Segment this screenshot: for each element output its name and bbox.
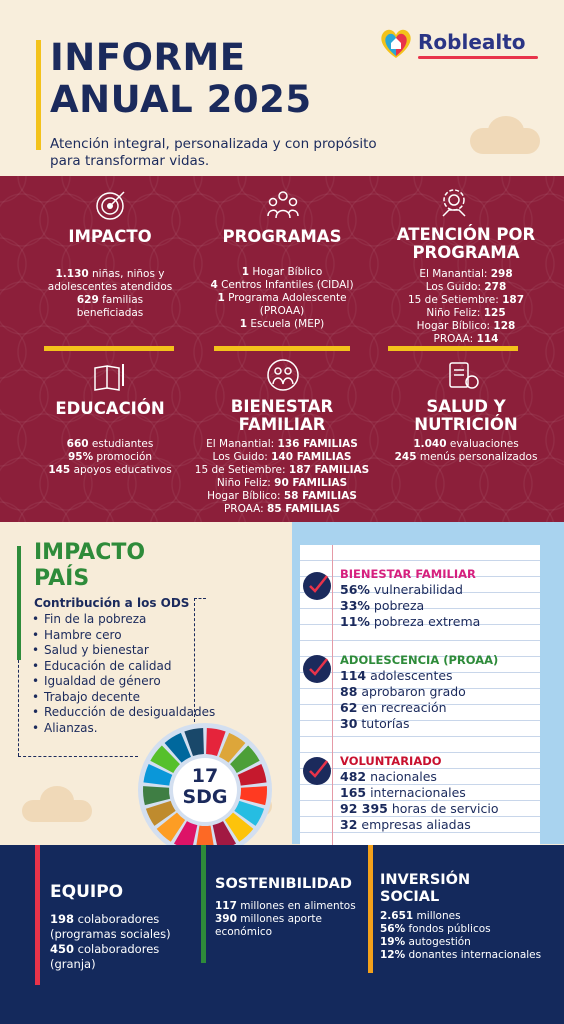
ods-item: • Hambre cero [30,628,215,644]
checkmark-icon [303,572,331,600]
ods-item: • Reducción de desigualdades [30,705,215,721]
atencion-item: PROAA: 114 [433,333,499,345]
programas-list [194,266,370,331]
equipo-item: (granja) [50,957,96,971]
programa-item: 1 Hogar Bíblico [241,266,323,278]
equipo-accent-bar [35,845,40,985]
report-title: INFORME [50,36,246,79]
educacion-heading: EDUCACIÓN [55,399,165,418]
atencion-item: El Manantial: 298 [419,268,513,280]
bienestar-familiar-item: 33% pobreza [340,598,425,613]
bienestar-heading: BIENESTAR FAMILIAR [230,397,334,434]
bienestar-item: Niño Feliz: 90 FAMILIAS [216,477,348,489]
notebook-rule-line [300,752,540,753]
ods-item: • Igualdad de género [30,674,215,690]
educacion-item: 660 estudiantes [66,438,154,450]
bienestar-familiar-list [340,582,480,630]
adolescencia-item: 88 aprobaron grado [340,684,466,699]
logo-underline [418,56,538,59]
bienestar-list [192,438,372,516]
adolescencia-heading: ADOLESCENCIA (PROAA) [340,653,499,667]
salud-list [376,438,556,464]
impacto-text: 1.130 niñas, niños y adolescentes atendidos 629 familias beneficiadas [47,268,173,319]
adolescencia-list [340,668,466,732]
sdg-number: 17 [191,765,219,787]
inversion-accent-bar [368,845,373,973]
book-icon [92,360,126,394]
ods-item: • Alianzas. [30,721,215,737]
pattern-circle [106,502,158,522]
notebook-rule-line [300,640,540,641]
atencion-item: 15 de Setiembre: 187 [407,294,525,306]
sdg-label: SDG [182,786,228,808]
equipo-heading: EQUIPO [50,882,124,902]
educacion-item: 95% promoción [67,451,153,463]
impacto-pais-heading: IMPACTO [34,540,146,565]
voluntariado-item: 482 nacionales [340,769,437,784]
voluntariado-item: 92 395 horas de servicio [340,801,499,816]
pattern-circle [458,502,510,522]
group-people-icon [266,188,300,222]
voluntariado-list [340,769,498,833]
bienestar-item: Hogar Bíblico: 58 FAMILIAS [207,490,357,502]
section-divider [44,346,174,351]
pattern-circle [546,176,564,202]
section-divider [388,346,518,351]
adolescencia-item: 114 adolescentes [340,668,453,683]
programa-item: 1 Escuela (MEP) [239,318,325,330]
cloud-decoration [488,116,524,146]
dashed-connector [194,598,206,599]
cloud-decoration [40,786,74,816]
programa-item: (PROAA) [259,305,305,317]
sostenibilidad-item: económico [215,926,273,938]
programas-heading: PROGRAMAS [222,227,342,246]
dashed-connector [18,756,138,757]
adolescencia-item: 30 tutorías [340,716,410,731]
inversion-item: 19% autogestión [380,936,471,948]
bienestar-item: El Manantial: 136 FAMILIAS [206,438,358,450]
impacto-pais-heading-line2: PAÍS [34,566,90,591]
atencion-heading: ATENCIÓN POR PROGRAMA [396,225,536,262]
atencion-item: Hogar Bíblico: 128 [416,320,516,332]
adolescencia-item: 62 en recreación [340,700,447,715]
bienestar-item: PROAA: 85 FAMILIAS [223,503,341,515]
checkmark-icon [303,655,331,683]
title-accent-bar [36,40,41,150]
section-divider [214,346,350,351]
pattern-circle [18,502,70,522]
sostenibilidad-accent-bar [201,845,206,963]
inversion-item: 2.651 millones [380,910,461,922]
pattern-circle [414,502,466,522]
equipo-item: 198 colaboradores [50,912,160,926]
atencion-list [384,268,548,346]
pattern-circle [370,502,422,522]
programa-item: 1 Programa Adolescente [217,292,347,304]
pattern-circle [502,502,554,522]
report-title-year: ANUAL 2025 [50,78,312,121]
ods-item: • Fin de la pobreza [30,612,215,628]
checkmark-icon [303,757,331,785]
sostenibilidad-item: 117 millones en alimentos [215,900,356,912]
bienestar-familiar-item: 11% pobreza extrema [340,614,481,629]
inversion-list [380,910,541,962]
educacion-item: 145 apoyos educativos [48,464,172,476]
ods-item: • Trabajo decente [30,690,215,706]
impacto-heading: IMPACTO [68,227,152,246]
voluntariado-item: 32 empresas aliadas [340,817,471,832]
bienestar-item: 15 de Setiembre: 187 FAMILIAS [194,464,370,476]
equipo-list [50,912,171,972]
bienestar-familiar-item: 56% vulnerabilidad [340,582,463,597]
dashed-connector [18,660,19,756]
impacto-pais-accent-bar [17,546,21,660]
notebook-margin-line [332,545,333,845]
programa-item: 4 Centros Infantiles (CIDAI) [210,279,354,291]
bienestar-familiar-heading: BIENESTAR FAMILIAR [340,567,476,581]
educacion-list [30,438,190,477]
atencion-item: Niño Feliz: 125 [426,307,506,319]
voluntariado-item: 165 internacionales [340,785,466,800]
pattern-circle [0,502,26,522]
salud-item: 245 menús personalizados [394,451,538,463]
inversion-item: 12% donantes internacionales [380,949,542,961]
target-icon [94,188,128,222]
inversion-heading: INVERSIÓN SOCIAL [380,872,471,905]
salud-heading: SALUD Y NUTRICIÓN [414,397,518,434]
notebook-rule-line [300,736,540,737]
ods-subtitle: Contribución a los ODS [34,596,190,610]
ods-item: • Educación de calidad [30,659,215,675]
inversion-item: 56% fondos públicos [380,923,491,935]
ods-list [30,612,215,736]
salud-item: 1.040 evaluaciones [413,438,519,450]
bienestar-item: Los Guido: 140 FAMILIAS [212,451,352,463]
notebook-rule-line [300,560,540,561]
sostenibilidad-list [215,900,356,939]
report-subtitle: Atención integral, personalizada y con propósito para transformar vidas. [50,136,377,169]
family-icon [266,358,300,392]
logo-heart-icon [378,26,414,60]
gear-heart-icon [437,186,471,220]
sostenibilidad-item: 390 millones aporte [215,913,323,925]
ods-item: • Salud y bienestar [30,643,215,659]
clipboard-apple-icon [446,358,480,392]
atencion-item: Los Guido: 278 [425,281,507,293]
equipo-item: (programas sociales) [50,927,171,941]
dashed-connector [194,598,195,722]
voluntariado-heading: VOLUNTARIADO [340,754,442,768]
pattern-circle [62,502,114,522]
logo-name: Roblealto [418,30,526,54]
equipo-item: 450 colaboradores [50,942,160,956]
sostenibilidad-heading: SOSTENIBILIDAD [215,876,352,892]
